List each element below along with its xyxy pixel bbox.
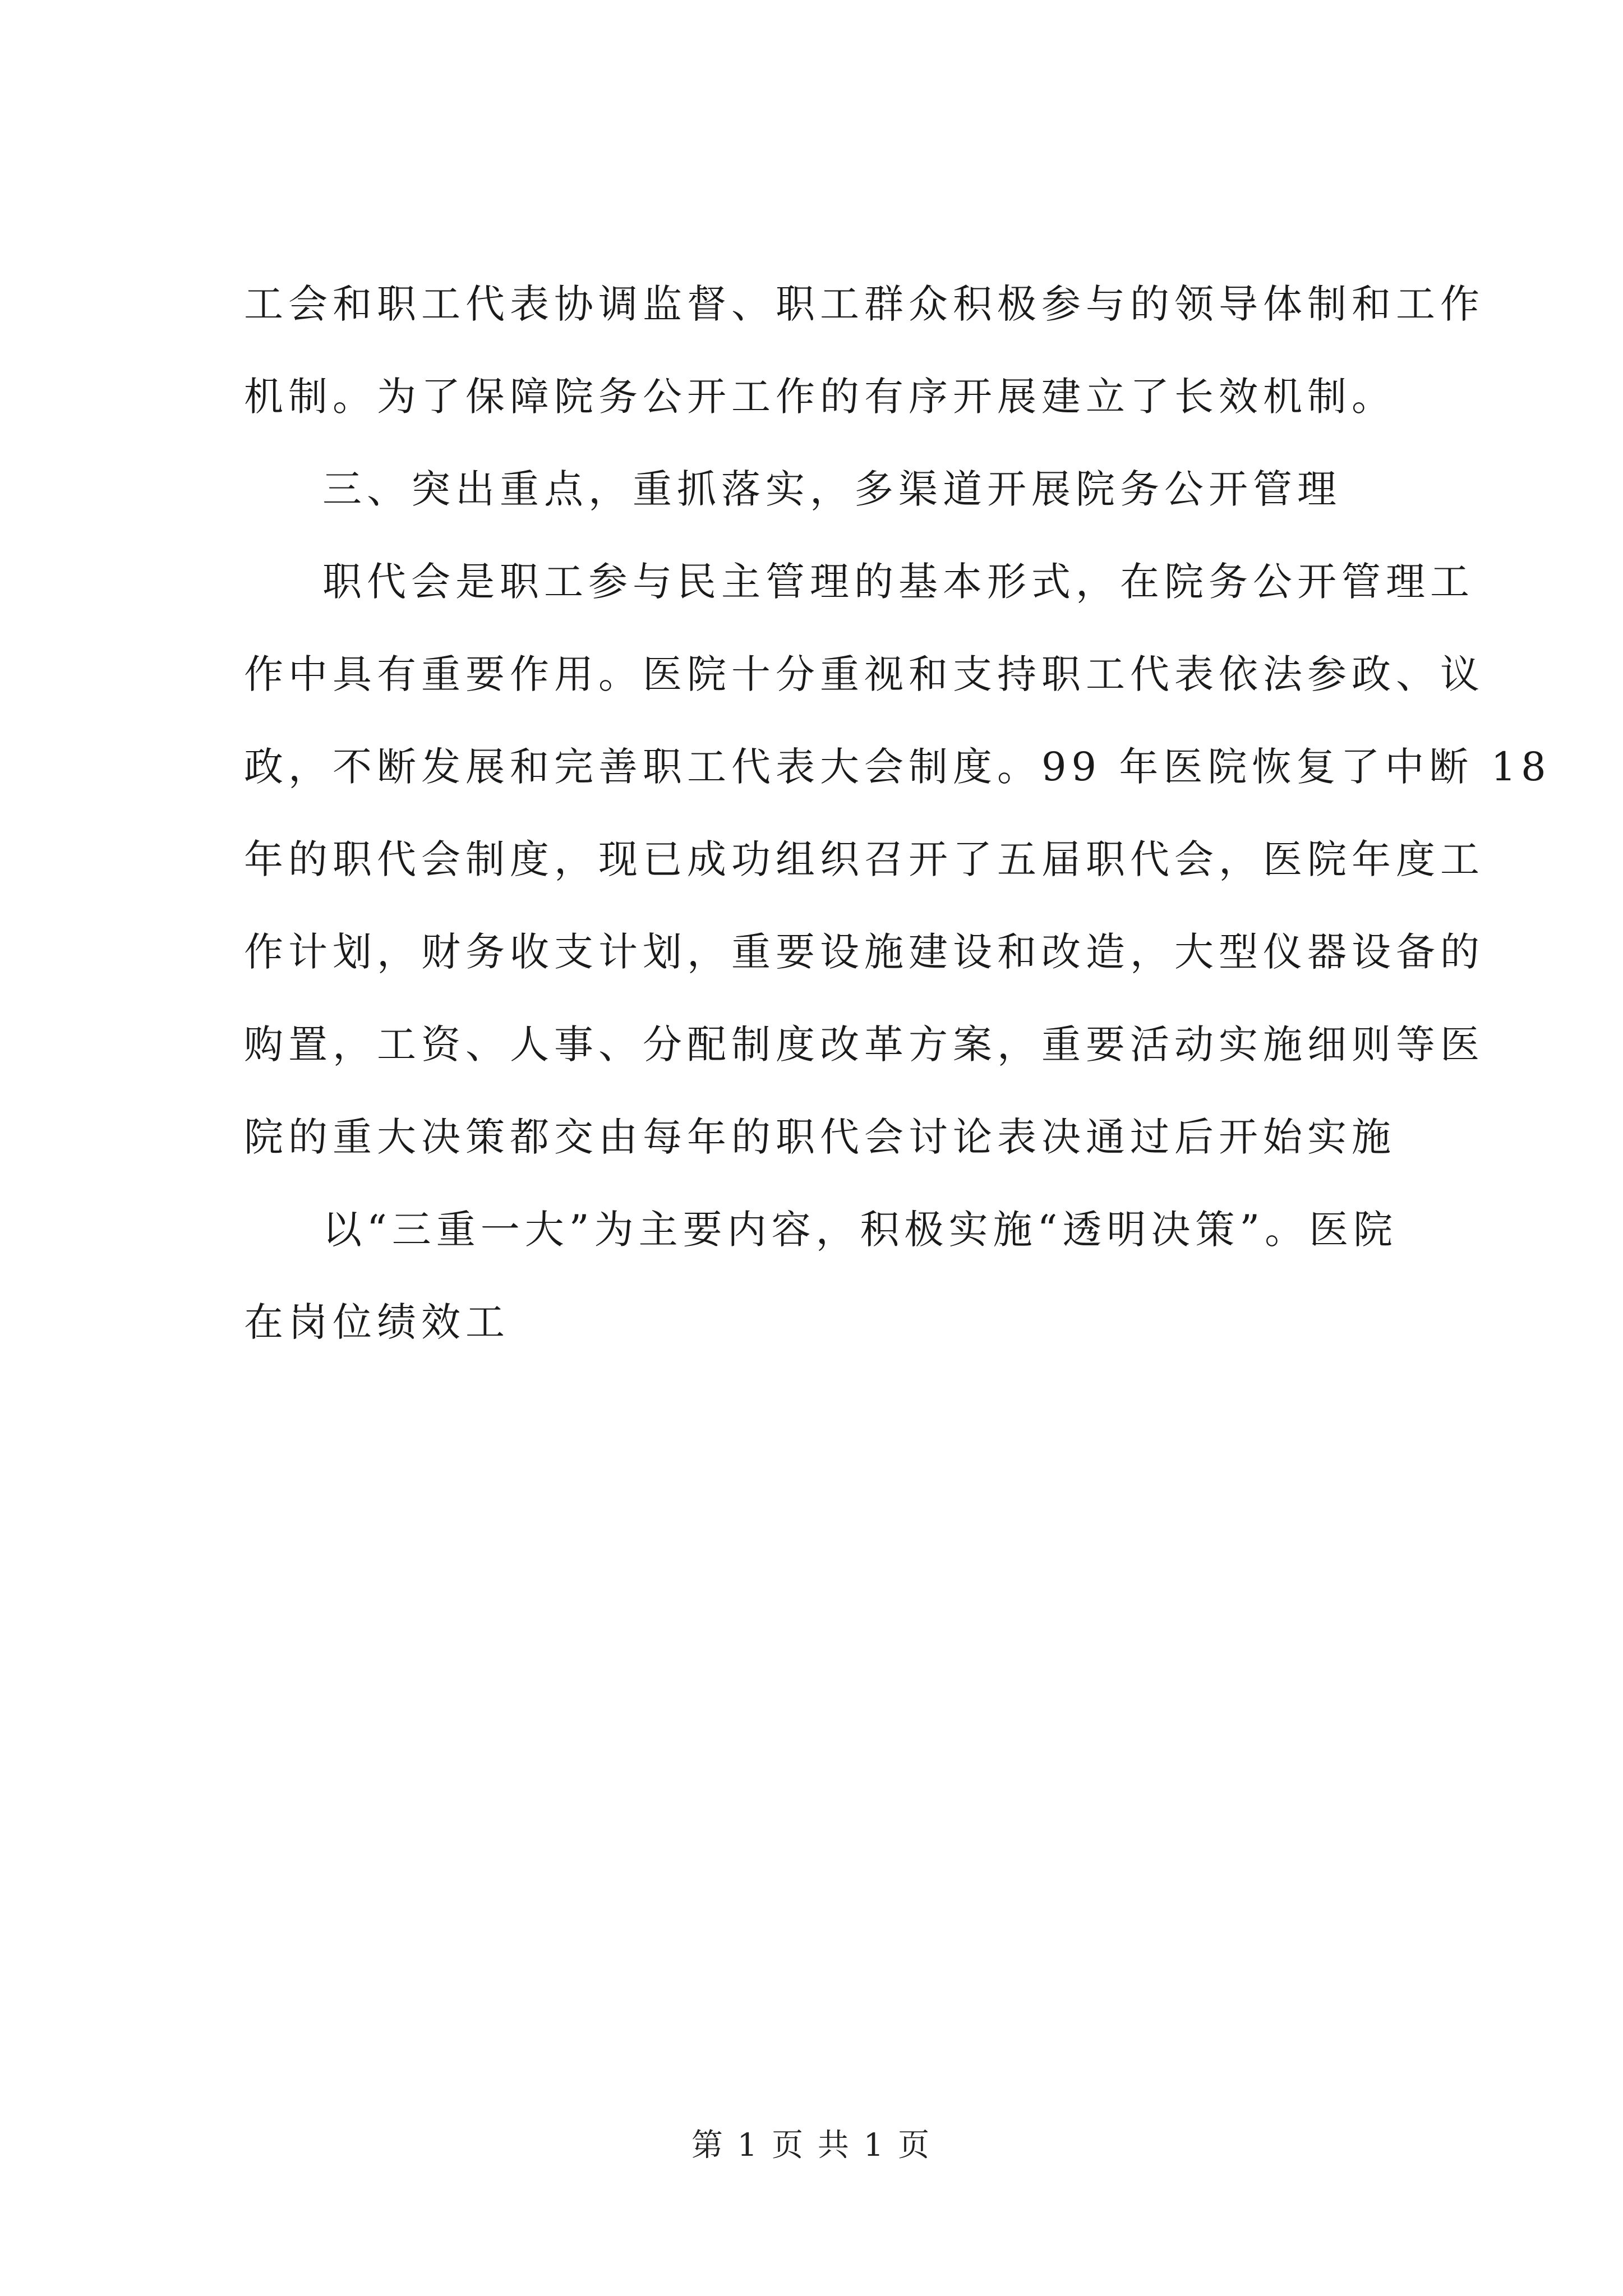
page-number-footer: 第 1 页 共 1 页 [691, 2127, 932, 2164]
paragraph-line: 作中具有重要作用。医院十分重视和支持职工代表依法参政、议 [244, 651, 1484, 697]
paragraph-line: 以“三重一大”为主要内容，积极实施“透明决策”。医院 [322, 1207, 1398, 1253]
paragraph-line: 购置，工资、人事、分配制度改革方案，重要活动实施细则等医 [244, 1022, 1484, 1068]
paragraph-line: 年的职代会制度，现已成功组织召开了五届职代会，医院年度工 [244, 836, 1484, 882]
paragraph-line: 在岗位绩效工 [244, 1299, 510, 1345]
paragraph-line: 机制。为了保障院务公开工作的有序开展建立了长效机制。 [244, 374, 1396, 420]
section-heading: 三、突出重点，重抓落实，多渠道开展院务公开管理 [322, 466, 1341, 512]
paragraph-line: 职代会是职工参与民主管理的基本形式，在院务公开管理工 [322, 559, 1474, 605]
paragraph-line: 政，不断发展和完善职工代表大会制度。99 年医院恢复了中断 18 [244, 744, 1551, 790]
paragraph-line: 院的重大决策都交由每年的职代会讨论表决通过后开始实施 [244, 1114, 1396, 1160]
document-body [244, 258, 1551, 1369]
paragraph-line: 作计划，财务收支计划，重要设施建设和改造，大型仪器设备的 [244, 929, 1484, 975]
paragraph-line: 工会和职工代表协调监督、职工群众积极参与的领导体制和工作 [244, 281, 1484, 327]
